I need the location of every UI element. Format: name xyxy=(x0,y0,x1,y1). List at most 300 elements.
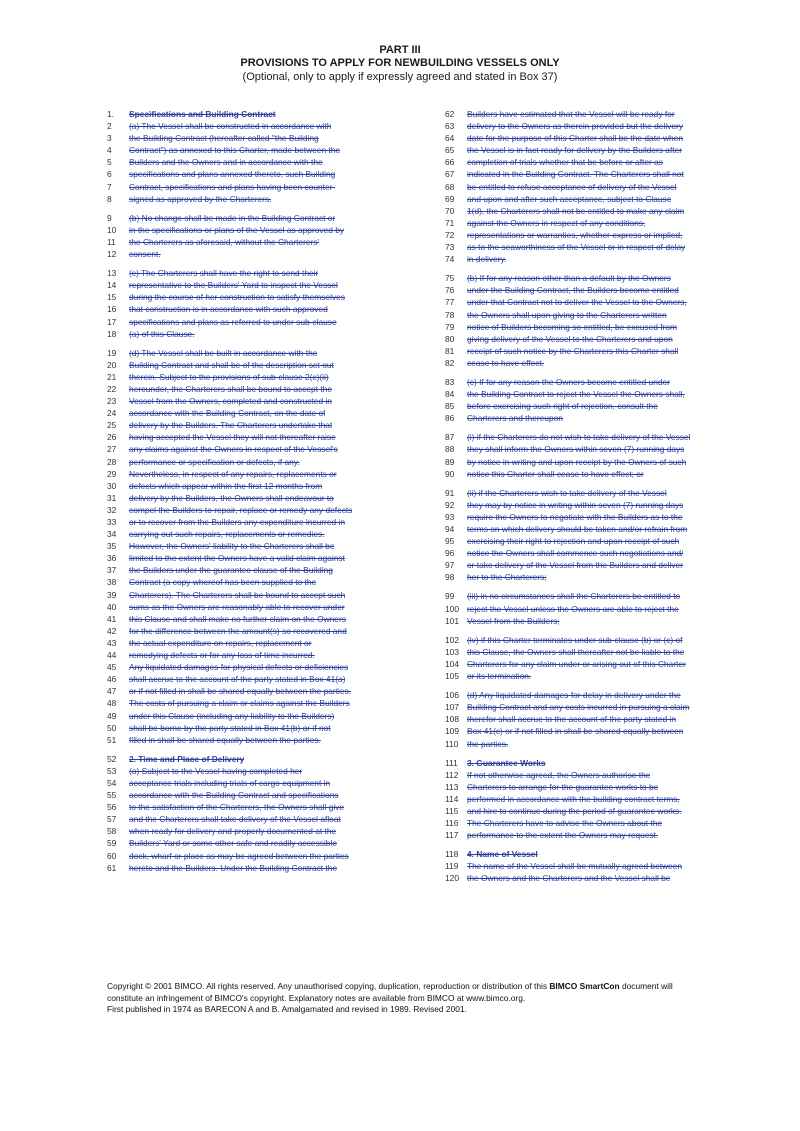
clause-text: require the Owners to negotiate with the Builders as to the xyxy=(467,511,683,522)
line-number: 115 xyxy=(445,805,459,816)
clause-text: (a) The Vessel shall be constructed in accordance with xyxy=(129,121,332,132)
clause-text: filled in shall be shared equally between the parties. xyxy=(129,734,321,745)
clause-text: Builders' Yard or some other safe and readily accessible xyxy=(129,838,337,849)
clause-line xyxy=(107,181,402,193)
clause-text: signed as approved by the Charterers. xyxy=(129,193,272,204)
clause-line xyxy=(445,333,740,345)
clause-text: reject the Vessel unless the Owners are able to reject the xyxy=(467,603,679,614)
line-number: 65 xyxy=(445,145,455,156)
clause-text: (a) of this Clause. xyxy=(129,328,195,339)
clause-text: cease to have effect. xyxy=(467,357,545,368)
clause-text: Any liquidated damages for physical defects or deficiencies xyxy=(129,662,349,673)
clause-line xyxy=(445,400,740,412)
line-number: 24 xyxy=(107,408,117,419)
line-number: 110 xyxy=(445,738,459,749)
clause-text: (d) The Vessel shall be built in accordance with the xyxy=(129,347,318,358)
line-number: 112 xyxy=(445,769,459,780)
line-number: 18 xyxy=(107,328,117,339)
clause-heading: Specifications and Building Contract xyxy=(129,109,276,119)
clause-line xyxy=(445,571,740,583)
clause-line xyxy=(445,499,740,511)
clause-text: the Charterers as aforesaid, without the Charterers' xyxy=(129,236,320,247)
clause-line xyxy=(445,193,740,205)
clause-line xyxy=(445,120,740,132)
clause-text: indicated in the Building Contract. The Charterers shall not xyxy=(467,169,684,180)
clause-line xyxy=(107,212,402,224)
copyright-footer xyxy=(107,981,707,1016)
clause-heading: 4. Name of Vessel xyxy=(467,849,538,860)
clause-line xyxy=(445,296,740,308)
clause-line xyxy=(445,357,740,369)
line-number: 60 xyxy=(107,850,117,861)
clause-line xyxy=(445,523,740,535)
clause-text: giving delivery of the Vessel to the Charterers and upon xyxy=(467,333,673,344)
clause-line xyxy=(445,615,740,627)
clause-text: the actual expenditure on repairs, replacement or xyxy=(129,637,312,648)
clause-line xyxy=(445,860,740,872)
clause-text: The name of the Vessel shall be mutually agreed between xyxy=(467,861,683,872)
clause-text: they may by notice in writing within seven (7) running days xyxy=(467,499,684,510)
line-number: 40 xyxy=(107,601,117,612)
clause-line xyxy=(445,431,740,443)
clause-text: in delivery. xyxy=(467,254,507,265)
clause-paragraph xyxy=(445,848,740,884)
clause-line xyxy=(445,829,740,841)
line-number: 109 xyxy=(445,726,459,737)
line-number: 1. xyxy=(107,109,114,119)
line-number: 8 xyxy=(107,193,112,204)
clause-line xyxy=(445,781,740,793)
clause-line xyxy=(107,267,402,279)
line-number: 75 xyxy=(445,273,455,284)
clause-text: notice the Owners shall commence such negotiations and/ xyxy=(467,548,684,559)
clause-line xyxy=(445,144,740,156)
part-label: PART III xyxy=(379,44,421,56)
line-number: 13 xyxy=(107,268,117,279)
clause-line xyxy=(107,248,402,260)
clause-text: shall accrue to the account of the party stated in Box 41(a) xyxy=(129,674,346,685)
clause-line xyxy=(107,431,402,443)
line-number: 67 xyxy=(445,169,455,180)
line-number: 41 xyxy=(107,613,117,624)
clause-text: be entitled to refuse acceptance of delivery of the Vessel xyxy=(467,181,677,192)
line-number: 30 xyxy=(107,480,117,491)
line-number: 11 xyxy=(107,236,116,247)
clause-heading: 2. Time and Place of Delivery xyxy=(129,753,245,764)
clause-line xyxy=(107,673,402,685)
clause-text: acceptance trials including trials of cargo equipment in xyxy=(129,777,331,788)
clause-text: If not otherwise agreed, the Owners authorise the xyxy=(467,769,651,780)
clause-text: The costs of pursuing a claim or claims against the Builders xyxy=(129,698,350,709)
line-number: 55 xyxy=(107,790,117,801)
clause-text: or take delivery of the Vessel from the Builders and deliver xyxy=(467,560,683,571)
clause-text: and upon and after such acceptance, subject to Clause xyxy=(467,193,672,204)
clause-paragraph xyxy=(445,376,740,424)
clause-text: (iii) in no circumstances shall the Charterers be entitled to xyxy=(467,591,681,602)
line-number: 28 xyxy=(107,456,117,467)
line-number: 26 xyxy=(107,432,117,443)
line-number: 5 xyxy=(107,157,112,168)
line-number: 12 xyxy=(107,249,117,260)
clause-text: However, the Owners' liability to the Charterers shall be xyxy=(129,541,335,552)
line-number: 70 xyxy=(445,205,455,216)
line-number: 49 xyxy=(107,710,117,721)
clause-paragraph xyxy=(107,212,402,260)
clause-text: representations or warranties, whether express or implied, xyxy=(467,229,683,240)
clause-paragraph xyxy=(445,108,740,265)
clause-line xyxy=(107,492,402,504)
clause-text: Contract") as annexed to this Charter, made between the xyxy=(129,145,341,156)
clause-line xyxy=(445,132,740,144)
clause-text: 1(d), the Charterers shall not be entitled to make any claim xyxy=(467,205,685,216)
line-number: 66 xyxy=(445,157,455,168)
clause-text: and the Charterers shall take delivery of the Vessel afloat xyxy=(129,814,341,825)
clause-line xyxy=(445,817,740,829)
line-number: 9 xyxy=(107,212,112,223)
clause-line xyxy=(445,168,740,180)
clause-line xyxy=(107,710,402,722)
line-number: 101 xyxy=(445,615,459,626)
line-number: 73 xyxy=(445,242,455,253)
clause-text: specifications and plans as referred to under sub-clause xyxy=(129,316,337,327)
clause-line xyxy=(445,217,740,229)
clause-line xyxy=(107,480,402,492)
clause-line xyxy=(107,564,402,576)
line-number: 85 xyxy=(445,401,455,412)
line-number: 10 xyxy=(107,224,117,235)
clause-line xyxy=(107,279,402,291)
clause-text: and hire to continue during the period of guarantee works. xyxy=(467,805,682,816)
clause-text: Charterers to arrange for the guarantee works to be xyxy=(467,781,659,792)
clause-paragraph xyxy=(107,347,402,746)
clause-text: the Owners and the Charterers and the Vessel shall be xyxy=(467,873,671,884)
clause-line xyxy=(107,661,402,673)
clause-text: the Vessel is in fact ready for delivery by the Builders after xyxy=(467,145,683,156)
clause-text: performed in accordance with the building contract terms, xyxy=(467,793,680,804)
clause-line xyxy=(445,769,740,781)
clause-text: (d) Any liquidated damages for delay in delivery under the xyxy=(467,690,681,701)
clause-line xyxy=(107,722,402,734)
clause-text: performance or specification or defects, if any. xyxy=(129,456,300,467)
line-number: 107 xyxy=(445,702,459,713)
line-number: 48 xyxy=(107,698,117,709)
line-number: 16 xyxy=(107,304,117,315)
line-number: 37 xyxy=(107,565,117,576)
clause-line xyxy=(107,589,402,601)
clause-line xyxy=(107,108,402,120)
clause-line xyxy=(445,646,740,658)
line-number: 102 xyxy=(445,634,459,645)
line-number: 34 xyxy=(107,529,117,540)
clause-line xyxy=(445,156,740,168)
clause-text: completion of trials whether that be before or after as xyxy=(467,157,663,168)
clause-line xyxy=(445,487,740,499)
clause-text: Charterers). The Charterers shall be bound to accept such xyxy=(129,589,346,600)
clause-line xyxy=(445,725,740,737)
clause-line xyxy=(445,229,740,241)
clause-text: in the specifications or plans of the Vessel as approved by xyxy=(129,224,345,235)
clause-line xyxy=(107,383,402,395)
page-header xyxy=(0,44,800,85)
clause-text: her to the Charterers; xyxy=(467,572,547,583)
clause-line xyxy=(445,456,740,468)
line-number: 83 xyxy=(445,376,455,387)
clause-line xyxy=(445,872,740,884)
clause-line xyxy=(107,224,402,236)
line-number: 56 xyxy=(107,802,117,813)
line-number: 99 xyxy=(445,591,455,602)
footer-line-1: Copyright © 2001 BIMCO. All rights reserved. Any unauthorised copying, duplication, reproduction or distribution of this BIMCO SmartCon document will xyxy=(107,981,673,991)
clause-text: when ready for delivery and properly documented at the xyxy=(129,826,337,837)
clause-text: under this Clause (including any liability to the Builders) xyxy=(129,710,335,721)
clause-line xyxy=(107,303,402,315)
clause-text: Charterers and thereupon xyxy=(467,413,563,424)
clause-text: performance to the extent the Owners may request. xyxy=(467,830,659,841)
clause-line xyxy=(445,321,740,333)
clause-line xyxy=(107,765,402,777)
clause-text: Building Contract and any costs incurred in pursuing a claim xyxy=(467,702,690,713)
line-number: 81 xyxy=(445,345,455,356)
line-number: 104 xyxy=(445,658,459,669)
clause-line xyxy=(445,284,740,296)
clause-text: limited to the extent the Owners have a valid claim against xyxy=(129,553,345,564)
line-number: 72 xyxy=(445,229,455,240)
clause-line xyxy=(107,734,402,746)
line-number: 119 xyxy=(445,861,459,872)
clause-line xyxy=(445,205,740,217)
left-column xyxy=(107,108,402,881)
clause-text: to the satisfaction of the Charterers, the Owners shall give xyxy=(129,802,345,813)
clause-text: having accepted the Vessel they will not thereafter raise xyxy=(129,432,336,443)
line-number: 57 xyxy=(107,814,117,825)
clause-text: Vessel from the Owners, completed and constructed in xyxy=(129,396,332,407)
clause-line xyxy=(107,685,402,697)
clause-line xyxy=(107,528,402,540)
clause-text: accordance with the Building Contract and specifications xyxy=(129,790,339,801)
line-number: 96 xyxy=(445,548,455,559)
clause-paragraph xyxy=(445,634,740,682)
line-number: 92 xyxy=(445,499,455,510)
clause-line xyxy=(107,813,402,825)
clause-line xyxy=(107,576,402,588)
clause-line xyxy=(107,468,402,480)
line-number: 118 xyxy=(445,849,459,860)
clause-line xyxy=(445,443,740,455)
line-number: 36 xyxy=(107,553,117,564)
clause-text: for the difference between the amount(s) so recovered and xyxy=(129,625,347,636)
clause-line xyxy=(107,359,402,371)
line-number: 71 xyxy=(445,217,455,228)
right-column xyxy=(445,108,740,892)
line-number: 19 xyxy=(107,347,117,358)
clause-text: or if not filled in shall be shared equally between the parties. xyxy=(129,686,352,697)
clause-line xyxy=(107,419,402,431)
line-number: 90 xyxy=(445,468,455,479)
line-number: 80 xyxy=(445,333,455,344)
line-number: 95 xyxy=(445,536,455,547)
line-number: 76 xyxy=(445,285,455,296)
clause-text: Builders have estimated that the Vessel will be ready for xyxy=(467,109,675,119)
clause-line xyxy=(445,738,740,750)
line-number: 62 xyxy=(445,109,455,119)
clause-line xyxy=(107,777,402,789)
clause-text: delivery by the Builders. The Charterers undertake that xyxy=(129,420,333,431)
clause-line xyxy=(107,328,402,340)
line-number: 113 xyxy=(445,781,459,792)
clause-paragraph xyxy=(107,108,402,205)
clause-line xyxy=(445,108,740,120)
line-number: 54 xyxy=(107,777,117,788)
clause-line xyxy=(107,789,402,801)
clause-paragraph xyxy=(445,590,740,626)
clause-line xyxy=(107,316,402,328)
clause-text: terms on which delivery should be taken and/or refrain from xyxy=(467,524,688,534)
line-number: 21 xyxy=(107,371,117,382)
clause-line xyxy=(107,236,402,248)
clause-line xyxy=(107,395,402,407)
line-number: 58 xyxy=(107,826,117,837)
line-number: 87 xyxy=(445,432,455,443)
line-number: 114 xyxy=(445,793,459,804)
clause-text: specifications and plans annexed thereto, such Building xyxy=(129,169,336,180)
line-number: 108 xyxy=(445,714,459,725)
line-number: 31 xyxy=(107,492,117,503)
clause-line xyxy=(107,613,402,625)
clause-line xyxy=(445,468,740,480)
line-number: 88 xyxy=(445,444,455,455)
line-number: 82 xyxy=(445,357,455,368)
clause-text: as to the seaworthiness of the Vessel or in respect of delay xyxy=(467,242,686,253)
line-number: 93 xyxy=(445,511,455,522)
clause-text: Contract, specifications and plans having been counter- xyxy=(129,181,336,192)
clause-line xyxy=(445,511,740,523)
clause-line xyxy=(107,504,402,516)
clause-line xyxy=(445,701,740,713)
clause-line xyxy=(107,697,402,709)
line-number: 98 xyxy=(445,572,455,583)
clause-line xyxy=(445,547,740,559)
footer-line-3: First published in 1974 as BARECON A and B. Amalgamated and revised in 1989. Revised 2001. xyxy=(107,1004,467,1015)
clause-paragraph xyxy=(445,487,740,584)
clause-text: The Charterers have to advise the Owners about the xyxy=(467,818,663,829)
clause-text: Contract (a copy whereof has been supplied to the xyxy=(129,577,317,588)
line-number: 20 xyxy=(107,359,117,370)
clause-line xyxy=(445,181,740,193)
clause-text: therefor shall accrue to the account of the party stated in xyxy=(467,714,677,725)
clause-text: the Builders under the guarantee clause of the Building xyxy=(129,565,333,576)
clause-line xyxy=(445,805,740,817)
line-number: 14 xyxy=(107,280,117,291)
line-number: 51 xyxy=(107,734,117,745)
line-number: 106 xyxy=(445,690,459,701)
clause-line xyxy=(107,753,402,765)
clause-line xyxy=(445,412,740,424)
line-number: 53 xyxy=(107,765,117,776)
clause-line xyxy=(445,345,740,357)
line-number: 78 xyxy=(445,309,455,320)
clause-line xyxy=(445,388,740,400)
line-number: 63 xyxy=(445,121,455,132)
smartcon-label: BIMCO SmartCon xyxy=(549,981,620,991)
line-number: 44 xyxy=(107,650,117,661)
clause-text: this Clause, the Owners shall thereafter not be liable to the xyxy=(467,646,685,657)
clause-text: accordance with the Building Contract, on the date of xyxy=(129,408,326,419)
clause-line xyxy=(445,713,740,725)
clause-line xyxy=(445,670,740,682)
line-number: 77 xyxy=(445,297,455,308)
clause-line xyxy=(107,540,402,552)
line-number: 15 xyxy=(107,292,117,303)
clause-text: date for the purpose of this Charter shall be the date when xyxy=(467,133,684,144)
line-number: 27 xyxy=(107,444,117,455)
clause-text: carrying out such repairs, replacements or remedies. xyxy=(129,529,325,540)
line-number: 111 xyxy=(445,757,458,768)
clause-line xyxy=(107,801,402,813)
clause-text: (c) The Charterers shall have the right to send their xyxy=(129,268,319,279)
clause-text: (ii) if the Charterers wish to take delivery of the Vessel xyxy=(467,487,667,498)
line-number: 94 xyxy=(445,524,455,534)
clause-paragraph xyxy=(107,753,402,874)
clause-line xyxy=(107,291,402,303)
clause-text: under the Building Contract, the Builders become entitled xyxy=(467,285,679,296)
line-number: 116 xyxy=(445,818,459,829)
clause-text: notice of Builders becoming so entitled, be excused from xyxy=(467,321,677,332)
clause-text: exercising their right to rejection and upon receipt of such xyxy=(467,536,680,547)
clause-line xyxy=(107,156,402,168)
clause-line xyxy=(445,603,740,615)
clause-text: by notice in writing and upon receipt by the Owners of such xyxy=(467,456,687,467)
clause-line xyxy=(107,443,402,455)
line-number: 43 xyxy=(107,637,117,648)
line-number: 117 xyxy=(445,830,459,841)
clause-text: that construction is in accordance with such approved xyxy=(129,304,328,315)
clause-text: Charterers for any claim under or arising out of this Charter xyxy=(467,658,686,669)
clause-line xyxy=(107,862,402,874)
clause-line xyxy=(445,590,740,602)
line-number: 39 xyxy=(107,589,117,600)
clause-text: Vessel from the Builders; xyxy=(467,615,560,626)
line-number: 17 xyxy=(107,316,117,327)
clause-line xyxy=(445,241,740,253)
clause-text: or to recover from the Builders any expenditure incurred in xyxy=(129,517,345,527)
line-number: 86 xyxy=(445,413,455,424)
clause-text: receipt of such notice by the Charterers this Charter shall xyxy=(467,345,679,356)
clause-text: dock, wharf or place as may be agreed between the parties xyxy=(129,850,349,861)
line-number: 3 xyxy=(107,133,112,144)
line-number: 100 xyxy=(445,603,459,614)
clause-text: they shall inform the Owners within seven (7) running days xyxy=(467,444,685,455)
clause-line xyxy=(107,649,402,661)
clause-line xyxy=(445,559,740,571)
clause-text: the Building Contract to reject the Vessel the Owners shall, xyxy=(467,389,685,400)
clause-line xyxy=(107,552,402,564)
line-number: 59 xyxy=(107,838,117,849)
line-number: 91 xyxy=(445,487,455,498)
clause-text: (i) if the Charterers do not wish to take delivery of the Vessel xyxy=(467,432,691,443)
clause-line xyxy=(107,637,402,649)
line-number: 69 xyxy=(445,193,455,204)
clause-text: hereto and the Builders. Under the Building Contract the xyxy=(129,862,338,873)
line-number: 47 xyxy=(107,686,117,697)
line-number: 105 xyxy=(445,671,459,682)
clause-text: before exercising such right of rejection, consult the xyxy=(467,401,658,412)
line-number: 32 xyxy=(107,504,117,515)
clause-line xyxy=(107,371,402,383)
line-number: 33 xyxy=(107,517,117,527)
line-number: 120 xyxy=(445,873,459,884)
line-number: 35 xyxy=(107,541,117,552)
line-number: 38 xyxy=(107,577,117,588)
